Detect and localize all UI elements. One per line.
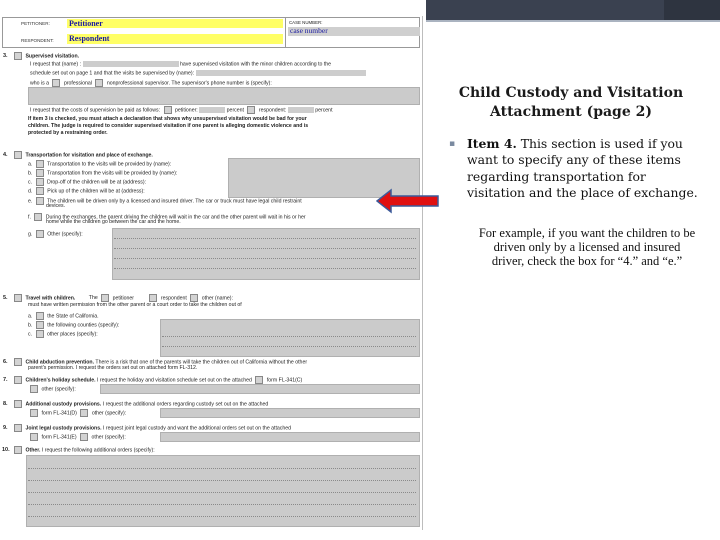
s4-other-line-2 <box>114 248 416 249</box>
s8-fl341d-label: form FL-341(D) <box>41 410 77 417</box>
example-text: For example, if you want the children to be driven only by a licensed and insured driver, check the box for “4.” and “e.” <box>478 226 696 268</box>
s3-who-text: who is a <box>30 80 50 87</box>
section-6-checkbox[interactable] <box>14 358 22 366</box>
s3-respondent-checkbox[interactable] <box>247 106 255 114</box>
s3-percent-label-2: percent <box>315 107 333 114</box>
s4-item-e <box>28 197 302 205</box>
s4-a-checkbox[interactable] <box>36 160 44 168</box>
s10-line-a <box>28 468 416 469</box>
s3-phone-text: supervisor. The supervisor's phone number is (specify): <box>144 80 272 87</box>
form-document <box>0 16 423 530</box>
s5-petitioner-checkbox[interactable] <box>101 294 109 302</box>
s4-letter-f: f. <box>28 214 31 221</box>
s4-c-checkbox[interactable] <box>36 178 44 186</box>
s5-a-text: the State of California. <box>47 313 99 320</box>
s5-respondent-label: respondent <box>160 295 187 302</box>
bullet-icon: ▪ <box>449 139 456 149</box>
section-7-title: Children's holiday schedule. <box>25 377 96 384</box>
section-3-number: 3. <box>3 53 8 59</box>
s4-letter-b: b. <box>28 170 33 177</box>
s5-respondent-checkbox[interactable] <box>149 294 157 302</box>
s8-other-label: other (specify): <box>91 410 127 417</box>
case-number-field[interactable]: case number <box>288 27 420 36</box>
s3-respondent-percent-field[interactable] <box>288 107 314 113</box>
section-5-checkbox[interactable] <box>14 294 22 302</box>
s5-other-label: other (name): <box>201 295 233 302</box>
section-6-number: 6. <box>3 359 8 365</box>
s10-line-c <box>28 492 416 493</box>
s10-line-e <box>28 516 416 517</box>
section-6-title: Child abduction prevention. <box>25 359 95 366</box>
respondent-label: RESPONDENT: <box>21 38 54 43</box>
s8-line-2 <box>28 409 126 417</box>
s9-other-field[interactable] <box>160 432 420 442</box>
section-3-title: Supervised visitation. <box>25 53 80 60</box>
form-header <box>2 17 420 48</box>
section-5-title: Travel with children. <box>25 295 76 302</box>
s5-the-text: The <box>88 295 98 302</box>
s9-other-label: other (specify): <box>91 434 126 441</box>
s5-letter-c: c. <box>28 331 33 338</box>
s3-professional-checkbox[interactable] <box>52 79 60 87</box>
s4-c-text: Drop-off of the children will be at (address): <box>46 179 147 186</box>
s3-request-text: I request that (name) : <box>30 61 82 68</box>
section-10-title: Other. <box>25 447 41 454</box>
s7-other-label: other (specify): <box>41 386 76 393</box>
s4-letter-e: e. <box>28 198 33 205</box>
s4-letter-c: c. <box>28 179 33 186</box>
s5-item-a <box>28 312 99 320</box>
s4-g-text: Other (specify): <box>47 231 83 238</box>
s5-letter-a: a. <box>28 313 33 320</box>
top-band-rule <box>426 20 720 22</box>
top-band-accent <box>664 0 720 20</box>
s5-a-checkbox[interactable] <box>36 312 44 320</box>
item-4-label: Item 4. <box>467 136 517 151</box>
petitioner-field[interactable]: Petitioner <box>67 19 283 28</box>
s4-e-continuation: devices. <box>46 203 66 209</box>
item-4-description <box>467 136 699 202</box>
s3-percent-label-1: percent <box>226 107 244 114</box>
s10-line-d <box>28 504 416 505</box>
s4-d-checkbox[interactable] <box>36 187 44 195</box>
s3-professional-label: professional <box>63 80 92 87</box>
section-5-number: 5. <box>3 295 8 301</box>
s4-other-line-4 <box>114 268 416 269</box>
section-3-title-row <box>12 52 79 60</box>
section-8-title: Additional custody provisions. <box>25 401 102 408</box>
s4-other-line-3 <box>114 258 416 259</box>
section-3-line-1 <box>30 61 331 68</box>
s4-f-checkbox[interactable] <box>34 213 42 221</box>
s4-letter-g: g. <box>28 231 33 238</box>
section-4-checkbox[interactable] <box>14 151 22 159</box>
s3-costs-text: I request that the costs of supervision be paid as follows: <box>30 107 161 114</box>
s9-fl341e-label: form FL-341(E) <box>41 434 77 441</box>
s4-f-text: During the exchanges, the parent driving the children will wait in the car and the other parent will wait in his or her <box>45 214 306 221</box>
s4-b-text: Transportation from the visits will be provided by (name): <box>47 170 178 177</box>
s5-specify-fields[interactable] <box>160 319 420 357</box>
s4-item-g <box>28 230 83 238</box>
s4-item-b <box>28 169 177 177</box>
s9-line-1: I request joint legal custody and want the additional orders set out on the attached <box>103 425 292 432</box>
section-4-number: 4. <box>3 152 8 158</box>
section-3-line-4 <box>30 106 333 114</box>
s4-other-field[interactable] <box>112 228 420 280</box>
s8-other-checkbox[interactable] <box>80 409 88 417</box>
s7-fl341c-checkbox[interactable] <box>255 376 263 384</box>
section-3-line-2 <box>30 70 366 77</box>
s3-note-2: children. The judge is required to consider supervised visitation if one parent is alleging domestic violence and is <box>28 123 309 129</box>
s5-line-2: must have written permission from the other parent or a court order to take the children out of <box>28 302 242 308</box>
s7-other-checkbox[interactable] <box>30 385 38 393</box>
s4-g-checkbox[interactable] <box>36 230 44 238</box>
section-9-checkbox[interactable] <box>14 424 22 432</box>
s5-c-text: other places (specify): <box>46 331 98 338</box>
section-10-number: 10. <box>2 447 10 453</box>
respondent-field[interactable]: Respondent <box>67 34 283 44</box>
s5-specify-line-2 <box>162 346 416 347</box>
s9-fl341e-checkbox[interactable] <box>30 433 38 441</box>
s6-line-2: parent's permission. I request the orders set out on attached form FL-312. <box>28 365 198 371</box>
s7-other-field[interactable] <box>100 384 420 394</box>
s3-visitation-text: have supervised visitation with the minor children according to the <box>179 61 332 68</box>
s4-e-checkbox[interactable] <box>36 197 44 205</box>
s4-a-text: Transportation to the visits will be provided by (name): <box>47 161 172 168</box>
s3-petitioner-percent-field[interactable] <box>199 107 225 113</box>
s5-item-c <box>28 330 98 338</box>
s7-fl341c-label: form FL-341(C) <box>266 377 303 384</box>
s5-letter-b: b. <box>28 322 33 329</box>
s5-c-checkbox[interactable] <box>36 330 44 338</box>
s7-line-1: I request the holiday and visitation schedule set out on the attached <box>97 377 252 384</box>
petitioner-label: PETITIONER: <box>21 21 50 26</box>
s10-line-1: I request the following additional orders (specify): <box>41 447 155 454</box>
item-4-text: This section is used if you want to specify any of these items regarding transportation for visitation and the place of exchange. <box>467 136 698 201</box>
s10-line-b <box>28 480 416 481</box>
s3-note-3: protected by a restraining order. <box>28 130 108 136</box>
s3-phone-field[interactable] <box>28 87 420 105</box>
section-9-number: 9. <box>3 425 8 431</box>
s5-specify-line-1 <box>162 336 416 337</box>
s3-name-field[interactable] <box>83 61 179 67</box>
s3-nonprofessional-checkbox[interactable] <box>95 79 103 87</box>
case-number-box <box>285 18 420 47</box>
s8-other-field[interactable] <box>160 408 420 418</box>
section-4-title: Transportation for visitation and place of exchange. <box>25 152 153 159</box>
s4-other-line-1 <box>114 238 416 239</box>
s4-letter-a: a. <box>28 161 33 168</box>
section-7-number: 7. <box>3 377 8 383</box>
case-number-label: CASE NUMBER: <box>289 20 323 25</box>
s7-line-2 <box>28 385 76 393</box>
section-3-checkbox[interactable] <box>14 52 22 60</box>
slide-title-line-1: Child Custody and Visitation <box>458 85 684 101</box>
slide-title-line-2: Attachment (page 2) <box>490 103 652 120</box>
s4-item-c <box>28 178 146 186</box>
s5-petitioner-label: petitioner <box>112 295 134 302</box>
s4-d-text: Pick up of the children will be at (address): <box>47 188 145 195</box>
s5-b-checkbox[interactable] <box>36 321 44 329</box>
s3-petitioner-label: petitioner: <box>174 107 198 114</box>
s5-other-checkbox[interactable] <box>190 294 198 302</box>
s8-fl341d-checkbox[interactable] <box>30 409 38 417</box>
s9-other-checkbox[interactable] <box>80 433 88 441</box>
s9-line-2 <box>28 433 126 441</box>
s6-line-1: There is a risk that one of the parents will take the children out of California without the other <box>95 359 308 366</box>
section-7-checkbox[interactable] <box>14 376 22 384</box>
s4-b-checkbox[interactable] <box>36 169 44 177</box>
section-10-title-row <box>12 446 155 454</box>
red-arrow-icon <box>376 188 440 214</box>
s5-b-text: the following counties (specify): <box>47 322 120 329</box>
s8-line-1: I request the additional orders regarding custody set out on the attached <box>102 401 269 408</box>
s3-respondent-label: respondent: <box>258 107 287 114</box>
section-10-checkbox[interactable] <box>14 446 22 454</box>
s4-letter-d: d. <box>28 188 33 195</box>
s3-nonprofessional-label: nonprofessional <box>106 80 144 87</box>
slide-title <box>440 84 702 122</box>
section-8-checkbox[interactable] <box>14 400 22 408</box>
s3-petitioner-checkbox[interactable] <box>164 106 172 114</box>
s3-note-1: If item 3 is checked, you must attach a declaration that shows why unsupervised visitation would be bad for your <box>28 116 307 122</box>
section-9-title: Joint legal custody provisions. <box>25 425 102 432</box>
s4-item-d <box>28 187 145 195</box>
s3-supervisor-name-field[interactable] <box>196 70 366 76</box>
s4-f-continuation: home while the children go between the car and the home. <box>46 219 181 225</box>
section-4-title-row <box>12 151 153 159</box>
s4-item-a <box>28 160 171 168</box>
s3-schedule-text: schedule set out on page 1 and that the visits be supervised by (name): <box>30 70 195 77</box>
section-8-number: 8. <box>3 401 8 407</box>
s4-e-text: The children will be driven only by a licensed and insured driver. The car or truck must have legal child restraint <box>47 198 302 205</box>
s5-item-b <box>28 321 119 329</box>
